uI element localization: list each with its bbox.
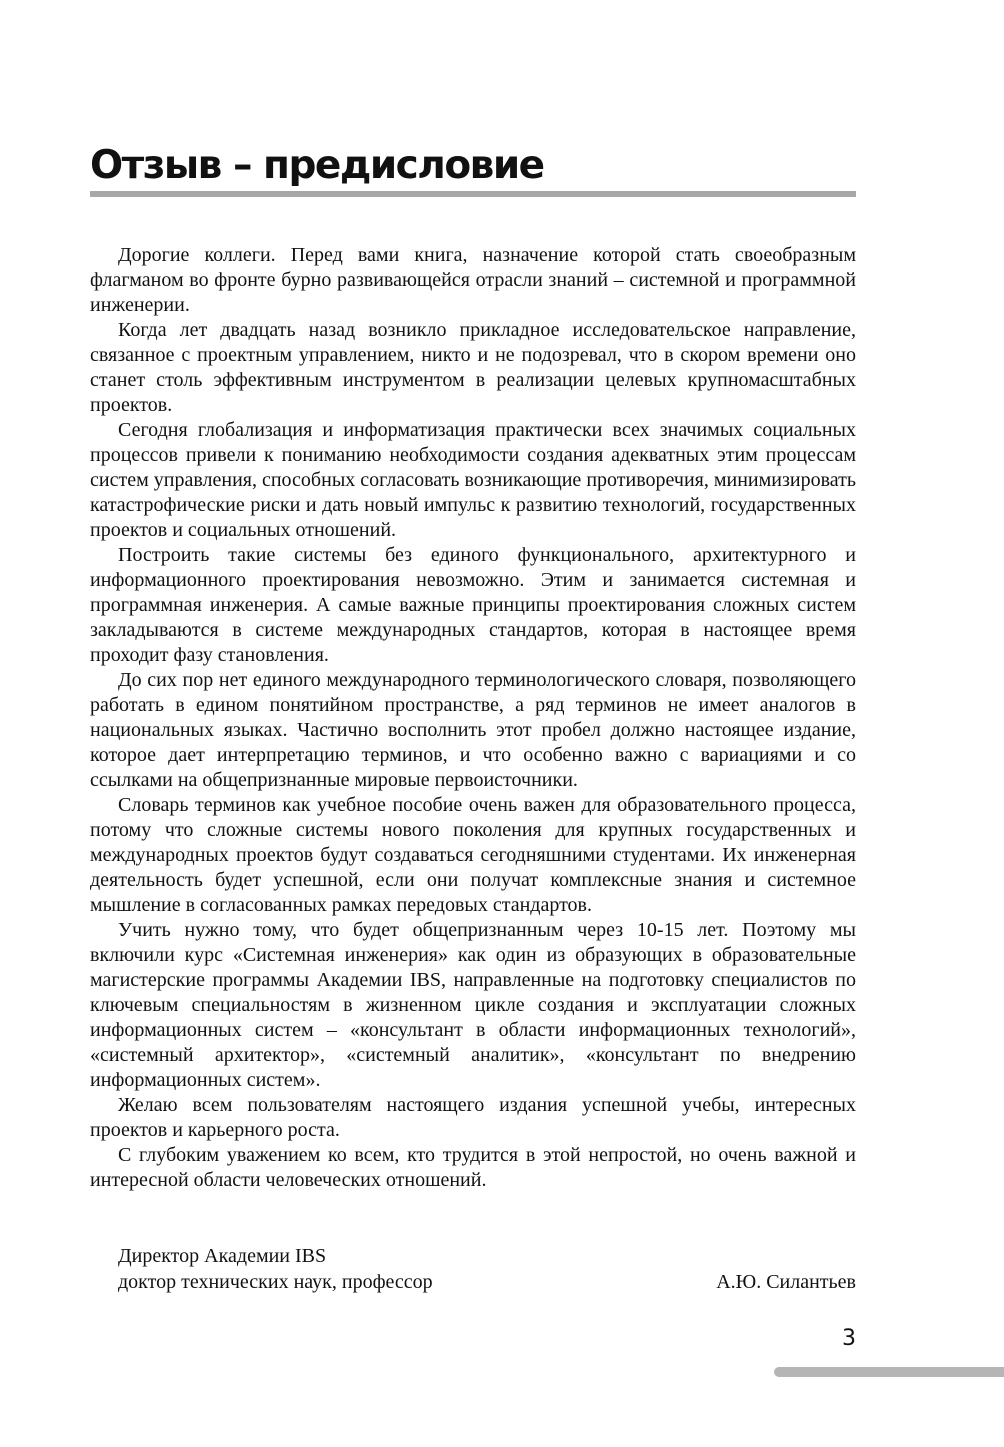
- paragraph-7: Учить нужно тому, что будет общепризнанным через 10-15 лет. Поэтому мы включили курс «Системная инженерия» как один из образующих в образовательные магистерские программы Академии IBS, направленные на подготовку специалистов по ключевым специальностям в жизненном цикле создания и эксплуатации сложных информационных систем – «консультант в области информационных технологий», «системный архитектор», «системный аналитик», «консультант по внедрению информационных систем».: [90, 919, 856, 1091]
- paragraph-9: С глубоким уважением ко всем, кто трудится в этой непростой, но очень важной и интересной области человеческих отношений.: [90, 1144, 856, 1191]
- paragraph-4: Построить такие системы без единого функционального, архитектурного и информационного проектирования невозможно. Этим и занимается системная и программная инженерия. А самые важные принципы проектирования сложных систем закладываются в системе международных стандартов, которая в настоящее время проходит фазу становления.: [90, 544, 856, 666]
- paragraph-8: Желаю всем пользователям настоящего издания успешной учебы, интересных проектов и карьерного роста.: [90, 1094, 856, 1141]
- paragraph-2: Когда лет двадцать назад возникло прикладное исследовательское направление, связанное с проектным управлением, никто и не подозревал, что в скором времени оно станет столь эффективным инструментом в реализации целевых крупномасштабных проектов.: [90, 319, 856, 416]
- signature-block: [90, 1243, 856, 1295]
- preface-body: [90, 243, 856, 1193]
- signature-position: Директор Академии IBS: [118, 1245, 327, 1267]
- paragraph-6: Словарь терминов как учебное пособие очень важен для образовательного процесса, потому что сложные системы нового поколения для крупных государственных и международных проектов будут создаваться сегодняшними студентами. Их инженерная деятельность будет успешной, если они получат комплексные знания и системное мышление в согласованных рамках передовых стандартов.: [90, 794, 856, 916]
- signature-degree: доктор технических наук, профессор: [118, 1271, 433, 1293]
- paragraph-1: Дорогие коллеги. Перед вами книга, назначение которой стать своеобразным флагманом во фронте бурно развивающейся отрасли знаний – системной и программной инженерии.: [90, 244, 856, 316]
- page-number: 3: [842, 1326, 856, 1351]
- page-title: Отзыв – предисловие: [90, 143, 544, 188]
- paragraph-5: До сих пор нет единого международного терминологического словаря, позволяющего работать в едином понятийном пространстве, а ряд терминов не имеет аналогов в национальных языках. Частично восполнить этот пробел должно настоящее издание, которое дает интерпретацию терминов, и что особенно важно с вариациями и со ссылками на общепризнанные мировые первоисточники.: [90, 669, 856, 791]
- page-footer-bar: [774, 1367, 1004, 1377]
- signature-name: А.Ю. Силантьев: [716, 1271, 856, 1293]
- title-underline-rule: [90, 191, 856, 197]
- paragraph-3: Сегодня глобализация и информатизация практически всех значимых социальных процессов привели к пониманию необходимости создания адекватных этим процессам систем управления, способных согласовать возникающие противоречия, минимизировать катастрофические риски и дать новый импульс к развитию технологий, государственных проектов и социальных отношений.: [90, 419, 856, 541]
